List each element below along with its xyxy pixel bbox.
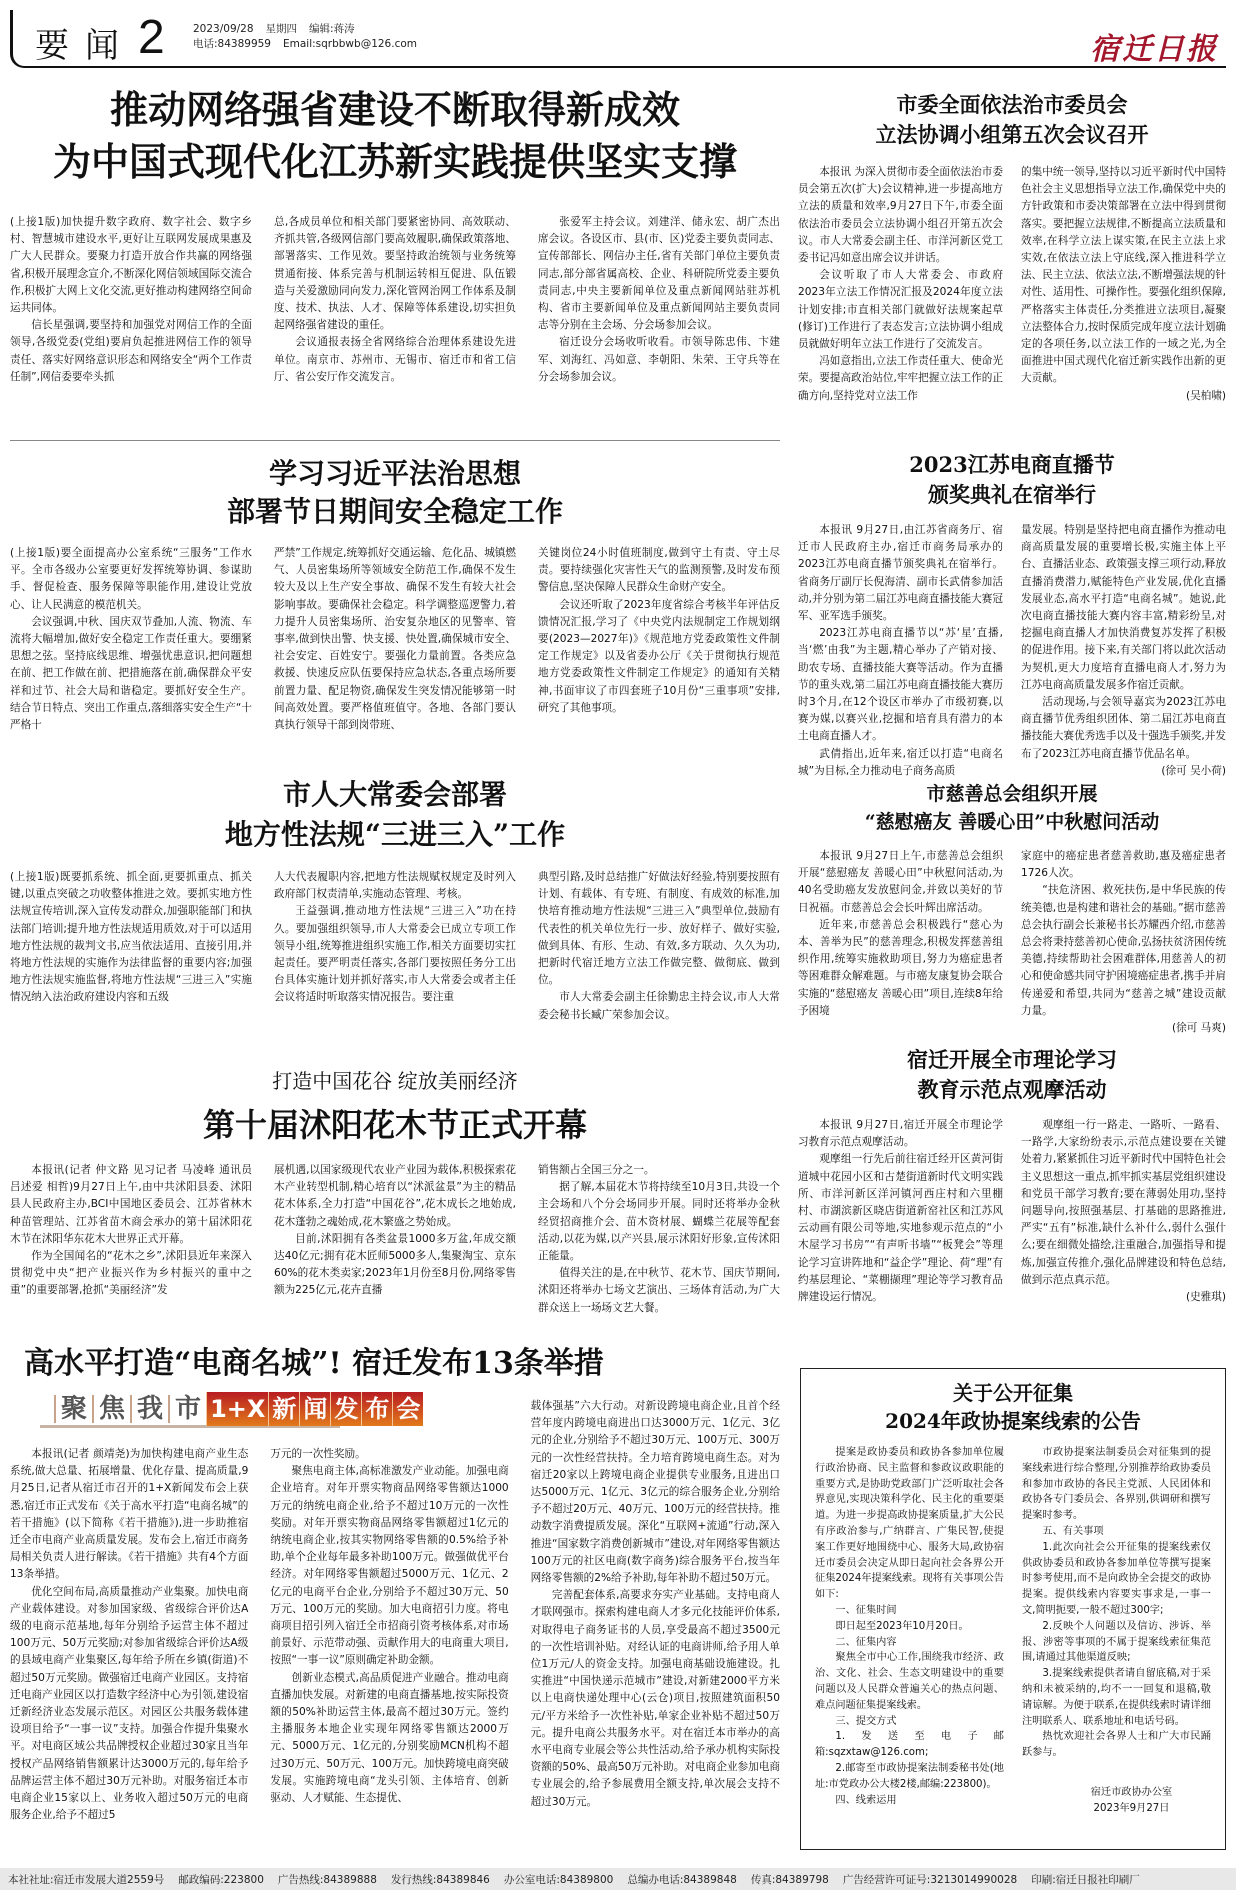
footer-ad-license: 广告经营许可证号:3213014990028: [842, 1873, 1018, 1886]
masthead: [10, 10, 1226, 68]
headline: 高水平打造“电商名城”! 宿迁发布13条举措: [24, 1346, 604, 1381]
column: 市政协提案法制委员会对征集到的提案线索进行综合整理,分别推荐给政协委员和参加市政协的各民主党派、人民团体和政协各专门委员会、各界别,供调研和撰写提案时参考。 五、有关事项 1.此次向社会公开征集的提案线索仅供政协委员和政协各参加单位等撰写提案时参考使用,而不是向政协全会提交的政协提案。提供线索内容要实事求是,一事一文,简明扼要,一般不超过300字; 2.反映个人问题以及信访、涉诉、举报、涉密等事项的不属于提案线索征集范围,请通过其他渠道反映; 3.提案线索提供者请自留底稿,对于采纳和未被采纳的,均不一一回复和退稿,敬请谅解。为便于联系,在提供线索时请详细注明联系人、联系地址和电话号码。 热忱欢迎社会各界人士和广大市民踊跃参与。 宿迁市政协办公室 2023年9月27日: [1022, 1445, 1211, 1817]
column: 观摩组一行一路走、一路听、一路看、一路学,大家纷纷表示,示范点建设要在关键处着力,紧紧抓住习近平新时代中国特色社会主义思想这一重点,抓牢抓实基层党组织建设和党员干部学习教育;要在薄弱处用功,坚持问题导向,按照强基层、打基础的思路推进,严实“五有”标准,缺什么补什么,弱什么强什么;要在细微处描绘,注重融合,加强指导和提炼,加强宣传推介,强化品牌建设和特色总结,做到示范点真示范。 (史雅琪): [1021, 1117, 1226, 1306]
newspaper-logo: 宿迁日报: [1090, 32, 1218, 67]
article-network: [10, 80, 780, 386]
notice-signer: 宿迁市政协办公室: [1090, 1786, 1173, 1798]
press-conference-banner: 聚 焦 我 市 1+X 新 闻 发 布 会: [40, 1392, 340, 1428]
column: (上接1版)既要抓系统、抓全面,更要抓重点、抓关键,以重点突破之功收整体推进之效。要抓实地方性法规宣传培训,深入宣传发动群众,加强职能部门和执法部门培训;提升地方性法规适用质效,对于可以适用地方性法规的裁判文书,应当依法适用、直接引用,并将地方性法规的实施作为法律监督的重要内容;加强地方性法规实施监督,将地方性法规“三进三入”实施情况纳入法治政府建设内容和五级: [10, 871, 252, 1004]
footer-office-phone: 办公室电话:84389800: [503, 1873, 614, 1886]
column: 本报讯 9月27日,由江苏省商务厅、宿迁市人民政府主办,宿迁市商务局承办的2023江苏电商直播节颁奖典礼在宿举行。省商务厅副厅长倪海清、副市长武倩参加活动,并分别为第二届江苏电商直播技能大赛冠军、亚军选手颁奖。 2023江苏电商直播节以“苏‘星’直播,当‘燃’由我”为主题,精心举办了产销对接、助农专场、直播技能大赛等活动。作为直播节的重头戏,第二届江苏电商直播技能大赛历时3个月,在12个设区市举办了市级初赛,以赛为媒,以赛兴业,挖掘和培育具有潜力的本土电商直播人才。 武倩指出,近年来,宿迁以打造“电商名城”为目标,全力推动电子商务高质: [798, 524, 1003, 777]
column: 本报讯(记者 颜靖尧)为加快构建电商产业生态系统,做大总量、拓展增量、优化存量、提高质量,9月25日,记者从宿迁市召开的1+X新闻发布会上获悉,宿迁市正式发布《关于高水平打造“电商名城”的若干措施》(以下简称《若干措施》),进一步助推宿迁全市电商产业高质量发展。发布会上,宿迁市商务局相关负责人进行解读。《若干措施》共有4个方面13条举措。 优化空间布局,高质量推动产业集聚。加快电商产业载体建设。对参加国家级、省级综合评价达A级的电商示范基地,每年分别给予运营主体不超过100万元、50万元奖励;对参加省级综合评价达A级的县域电商产业集聚区,每年给予所在乡镇(街道)不超过50万元奖励。做强宿迁电商产业园区。支持宿迁电商产业园区以打造数字经济中心为引领,建设宿迁新经济业态发展示范区。对园区公共服务载体建设项目给予“一事一议”支持。加强合作提升集聚水平。对电商区域公共品牌授权企业超过30家且当年授权产品网络销售额累计达3000万元的,每年给予品牌运营主体不超过30万元补助。对服务宿迁本市电商企业15家以上、业务收入超过50万元的电商服务企业,给予不超过5: [10, 1448, 249, 1822]
editor: 编辑:蒋涛: [309, 23, 355, 35]
byline: (史雅琪): [1185, 1291, 1226, 1304]
byline: (徐可 吴小荷): [1161, 764, 1226, 777]
headline: 市人大常委会部署 地方性法规“三进三入”工作: [224, 778, 566, 851]
column: 本报讯 9月27日,宿迁开展全市理论学习教育示范点观摩活动。 观摩组一行先后前往宿迁经开区黄河街道城中花园小区和古楚街道新时代文明实践所、市洋河新区洋河镇河西庄村和六里棚村、市湖滨新区晓店街道新窑社区和江苏风云动画有限公司等地,实地参观示范点的“小木屋学习书房”“有声听书墙”“板凳会”等理论学习宣讲阵地和“益企学”理论、荷“理”有约基层理论、“菜棚撷理”理论等学习教育品牌建设运行情况。: [798, 1119, 1003, 1304]
column: 量发展。特别是坚持把电商直播作为推动电商高质量发展的重要增长极,实施主体上平台、直播活业态、政策强支撑三项行动,释放直播消费潜力,赋能特色产业发展,优化直播发展业态,高水平打造“电商名城”。她说,此次电商直播技能大赛内容丰富,精彩纷呈,对挖掘电商直播人才加快消费复苏发挥了积极的促进作用。接下来,有关部门将以此次活动为契机,更大力度培育直播电商人才,努力为江苏电商高质量发展多作宿迁贡献。 活动现场,与会领导嘉宾为2023江苏电商直播节优秀组织团体、第二届江苏电商直播技能大赛优秀选手以及十强选手颁奖,并发布了2023江苏电商直播节优品名单。 (徐可 吴小荷): [1021, 522, 1226, 780]
issue-date: 2023/09/28: [193, 23, 254, 35]
column: 本报讯(记者 仲文路 见习记者 马凌峰 通讯员 吕述爱 相哲)9月27日上午,由中共沭阳县委、沭阳县人民政府主办,BCI中国地区委员会、江苏省林木种苗管理站、江苏省苗木商会承办的第十届沭阳花木节在沭阳华东花木大世界正式开幕。 作为全国闻名的“花木之乡”,沭阳县近年来深入贯彻党中央“把产业振兴作为乡村振兴的重中之重”的重要部署,抢抓“美丽经济”发: [10, 1164, 252, 1297]
article-safety: [10, 455, 780, 734]
column: 载体强基”六大行动。对新设跨境电商企业,且首个经营年度内跨境电商进出口达3000万元、1亿元、3亿元的企业,分别给予不超过30万元、100万元、300万元的一次性经营扶持。全力培育跨境电商生态。对为宿迁20家以上跨境电商企业提供专业服务,且进出口达5000万元、1亿元、3亿元的综合服务企业,分别给予不超过20万元、40万元、100万元的经营扶持。推动数字消费提质发展。深化“互联网+流通”行动,深入推进“国家数字消费创新城市”建设,对年网络零售额达100万元的社区电商(数字商务)综合服务平台,按当年网络零售额的2%给予补助,每年补助不超过50万元。 完善配套体系,高要求夯实产业基础。支持电商人才联网强市。探索构建电商人才多元化技能评价体系,对取得电子商务证书的人员,享受最高不超过3500元的一次性培训补贴。对经认证的电商讲师,给予用人单位1万元/人的资金支持。加强电商基础设施建设。扎实推进“中国快递示范城市”建设,对新建2000平方米以上电商快递处理中心(云仓)项目,按照建筑面积50元/平方米给予一次性补贴,单家企业补贴不超过50万元。提升电商公共服务水平。对在宿迁本市举办的高水平电商专业展会等公共性活动,给予承办机构实际投资额的50%、最高50万元补助。对电商企业参加电商专业展会的,给予参展费用全额支持,单次展会支持不超过30万元。: [530, 1400, 780, 1808]
headline: 第十届沭阳花木节正式开幕: [202, 1106, 587, 1144]
footer-printer: 印刷:宿迁日报社印刷厂: [1031, 1873, 1140, 1886]
column: (上接1版)加快提升数字政府、数字社会、数字乡村、智慧城市建设水平,更好让互联网发展成果惠及广大人民群众。要聚力打造开放合作共赢的网络强省,积极开展理念宣介,不断深化网信领域国际交流合作,积极扩大网上文化交流,更好推动构建网络空间命运共同体。 信长星强调,要坚持和加强党对网信工作的全面领导,各级党委(党组)要肩负起推进网信工作的领导责任、落实好网络意识形态和网络安全“两个工作责任制”,网信委要牵头抓: [10, 216, 252, 383]
headline: 市委全面依法治市委员会 立法协调小组第五次会议召开: [875, 92, 1149, 147]
headline: 2023江苏电商直播节 颁奖典礼在宿举行: [909, 452, 1115, 507]
column: 总,各成员单位和相关部门要紧密协同、高效联动、齐抓共管,各级网信部门要高效履职,确保政策落地、部署落实、工作见效。要坚持政治统领与业务统筹贯通衔接、体系完善与机制运转相互促进、队伍锻造与关爱激励同向发力,深化管网治网工作体系及制度、技术、执法、人才、保障等体系建设,切实担负起网络强省建设的重任。 会议通报表扬全省网络综合治理体系建设先进单位。南京市、苏州市、无锡市、宿迁市和省工信厅、省公安厅作交流发言。: [274, 216, 516, 383]
column: 本报讯 9月27日上午,市慈善总会组织开展“慈慰癌友 善暖心田”中秋慰问活动,为40名受助癌友发放慰问金,并致以美好的节日祝福。市慈善总会会长叶辉出席活动。 近年来,市慈善总会积极践行“慈心为本、善举为民”的慈善理念,积极发挥慈善组织作用,统筹实施救助项目,努力为癌症患者等困难群众解难题。与市癌友康复协会联合实施的“慈慰癌友 善暖心田”项目,连续8年给予困境: [798, 850, 1003, 1017]
section-name: 要闻: [35, 26, 135, 66]
article-theory: [798, 1045, 1226, 1306]
footer: [0, 1868, 1236, 1890]
column: 典型引路,及时总结推广好做法好经验,特别要按照有计划、有载体、有专班、有制度、有成效的标准,加快培育推动地方性法规“三进三入”典型单位,鼓励有代表性的机关单位先行一步、放好样子、做好实验,做到具体、有形、生动、有效,多方联动、久久为功,把新时代宿迁地方立法工作做完整、做彻底、做到位。 市人大常委会副主任徐勤忠主持会议,市人大常委会秘书长臧广荣参加会议。: [538, 871, 780, 1021]
byline: (吴柏啸): [1185, 389, 1226, 402]
issue-weekday: 星期四: [265, 23, 298, 35]
phone: 电话:84389959: [193, 38, 271, 50]
page-number: 2: [138, 11, 165, 64]
column: 提案是政协委员和政协各参加单位履行政治协商、民主监督和参政议政职能的重要方式,是协助党政部门广泛听取社会各界意见,实现决策科学化、民主化的重要渠道。为进一步提高政协提案质量,扩大公民有序政治参与,广纳群言、广集民智,使提案工作更好地围绕中心、服务大局,政协宿迁市委员会决定从即日起向社会各界公开征集2024年提案线索。现将有关事项公告如下: 一、征集时间 即日起至2023年10月20日。 二、征集内容 聚焦全市中心工作,围绕我市经济、政治、文化、社会、生态文明建设中的重要问题以及人民群众普遍关心的热点问题、难点问题征集提案线索。 三、提交方式 1.发送至电子邮箱:sqzxtaw@126.com; 2.邮寄至市政协提案法制委秘书处(地址:市党政办公大楼2楼,邮编:223800)。 四、线索运用: [815, 1447, 1004, 1806]
headline: 推动网络强省建设不断取得新成效 为中国式现代化江苏新实践提供坚实支撑: [52, 87, 737, 184]
footer-fax: 传真:84389798: [750, 1873, 829, 1886]
column: 严禁”工作规定,统筹抓好交通运输、危化品、城镇燃气、人员密集场所等领域安全防范工作,确保不发生较大及以上生产安全事故、确保不发生有较大社会影响事故。要确保社会稳定。科学调整巡逻警力,着力提升人员密集场所、治安复杂地区的见警率、管事率,做到快出警、快支援、快处置,确保城市安全、社会安定、百姓安宁。要强化力量前置。各类应急救援、快速反应队伍要保持应急状态,各重点场所要前置力量、配足物资,确保发生突发情况能够第一时间高效处置。要严格值班值守。各地、各部门要认真执行领导干部到岗带班、: [274, 547, 516, 732]
article-npc: [10, 775, 780, 1024]
headline: 学习习近平法治思想 部署节日期间安全稳定工作: [226, 457, 563, 528]
footer-postcode: 邮政编码:223800: [178, 1873, 264, 1886]
public-notice-box: [800, 1368, 1226, 1850]
column: 本报讯 为深入贯彻市委全面依法治市委员会第五次(扩大)会议精神,进一步提高地方立法的质量和效率,9月27日下午,市委全面依法治市委员会立法协调小组召开第五次会议。市人大常委会副主任、市洋河新区党工委书记冯如意出席会议并讲话。 会议听取了市人大常委会、市政府2023年立法工作情况汇报及2024年度立法计划安排;市直相关部门就做好法规案起草(修订)工作进行了表态发言;立法协调小组成员就做好明年立法工作进行了交流发言。 冯如意指出,立法工作责任重大、使命光荣。要提高政治站位,牢牢把握立法工作的正确方向,坚持党对立法工作: [798, 166, 1003, 402]
footer-address: 本社社址:宿迁市发展大道2559号: [8, 1873, 165, 1886]
article-charity: [798, 780, 1226, 1037]
footer-distribution-hotline: 发行热线:84389846: [390, 1873, 490, 1886]
column: 万元的一次性奖励。 聚焦电商主体,高标准激发产业动能。加强电商企业培育。对年开票实物商品网络零售额达1000万元的纳统电商企业,给予不超过10万元的一次性奖励。对年开票实物商品网络零售额超过1亿元的纳统电商企业,按其实物网络零售额的0.5%给予补助,单个企业每年最多补助100万元。做强做优平台经济。对年网络零售额超过5000万元、1亿元、2亿元的电商平台企业,分别给予不超过30万元、50万元、100万元的奖励。加大电商招引力度。将电商项目招引列入宿迁全市招商引资考核体系,对市场前景好、示范带动强、贡献作用大的电商重大项目,按照“一事一议”原则确定补助金额。 创新业态模式,高品质促进产业融合。推动电商直播加快发展。对新建的电商直播基地,按实际投资额的50%补助运营主体,最高不超过30万元。签约主播服务本地企业实现年网络零售额达2000万元、5000万元、1亿元的,分别奖励MCN机构不超过30万元、50万元、100万元。加快跨境电商突破发展。实施跨境电商“龙头引领、主体培育、创新驱动、人才赋能、生态提优、: [270, 1448, 509, 1805]
footer-ad-hotline: 广告热线:84389888: [277, 1873, 377, 1886]
email: Email:sqrbbwb@126.com: [282, 38, 417, 50]
column: 展机遇,以国家级现代农业产业园为载体,积极探索花木产业转型机制,精心培育以“沭派盆景”为主的精品花木体系,全力打造“中国花谷”,花木成长之地始成,花木蓬勃之魂始成,花木繁盛之势始成。 目前,沭阳拥有各类盆景1000多万盆,年成交额达40亿元;拥有花木匠师5000多人,集聚淘宝、京东60%的花木类卖家;2023年1月份至8月份,网络零售额为225亿元,花卉直播: [274, 1164, 516, 1297]
article-livestream: [798, 450, 1226, 780]
column: (上接1版)要全面提高办公室系统“三服务”工作水平。全市各级办公室要更好发挥统筹协调、参谋助手、督促检查、服务保障等职能作用,建设让党放心、让人民满意的模范机关。 会议强调,中秋、国庆双节叠加,人流、物流、车流将大幅增加,做好安全稳定工作责任重大。要绷紧思想之弦。坚持底线思维、增强忧患意识,把问题想在前、把工作做在前、把措施落在前,确保群众平安祥和过节、社会大局和谐稳定。要抓好安全生产。结合节日特点、突出工作重点,落细落实安全生产“十严格十: [10, 547, 252, 732]
article-legislation: [798, 90, 1226, 405]
column: 的集中统一领导,坚持以习近平新时代中国特色社会主义思想指导立法工作,确保党中央的方针政策和市委决策部署在立法中得到贯彻落实。要把握立法规律,不断提高立法质量和效率,在科学立法上谋实策,在民主立法上求实效,在依法立法上守底线,深入推进科学立法、民主立法、依法立法,不断增强法规的针对性、适用性、可操作性。要强化组织保障,严格落实主体责任,分类推进立法项目,凝聚立法整体合力,按时保质完成年度立法计划确定的各项任务,以立法工作的一域之光,为全面推进中国式现代化宿迁新实践作出新的更大贡献。 (吴柏啸): [1021, 164, 1226, 405]
divider: [10, 440, 780, 441]
column: 人大代表履职内容,把地方性法规赋权规定及时列入政府部门权责清单,实施动态管理、考核。 王益强调,推动地方性法规“三进三入”功在持久。要加强组织领导,市人大常委会已成立专项工作领导小组,统筹推进组织实施工作,相关方面要切实扛起责任。要严明责任落实,各部门要按照任务分工出台具体实施计划并抓好落实,市人大常委会或者主任会议将适时听取落实情况报告。要注重: [274, 871, 516, 1004]
column: 张爱军主持会议。刘建洋、储永宏、胡广杰出席会议。各设区市、县(市、区)党委主要负责同志、宣传部部长、网信办主任,省有关部门单位主要负责同志,部分部省属高校、企业、科研院所党委主要负责同志,中央主要新闻单位及重点新闻网站驻苏机构、省市主要新闻单位及重点新闻网站主要负责同志等分别在主会场、分会场参加会议。 宿迁设分会场收听收看。市领导陈忠伟、卞建军、刘海红、冯如意、李朝阳、朱荣、王守兵等在分会场参加会议。: [538, 216, 780, 383]
column: 关键岗位24小时值班制度,做到守土有责、守土尽责。要持续强化灾害性天气的监测预警,及时发布预警信息,坚决保障人民群众生命财产安全。 会议还听取了2023年度省综合考核半年评估反馈情况汇报,学习了《中央党内法规制定工作规划纲要(2023—2027年)》《规范地方党委政策性文件制定工作规定》以及省委办公厅《关于贯彻执行规范地方党委政策性文件制定工作规定》的通知有关精神,书面审议了市四套班子10月份“三重事项”安排,研究了其他事项。: [538, 547, 780, 714]
headline: 市慈善总会组织开展 “慈慰癌友 善暖心田”中秋慰问活动: [864, 783, 1160, 833]
byline: (徐可 马爽): [1171, 1022, 1226, 1035]
article-ecommerce: [10, 1342, 780, 1824]
article-flower: [10, 1065, 780, 1317]
column: 家庭中的癌症患者慈善救助,惠及癌症患者1726人次。 “扶危济困、救死扶伤,是中华民族的传统美德,也是构建和谐社会的基础。”据市慈善总会执行副会长兼秘书长苏耀西介绍,市慈善总会将秉持慈善初心使命,弘扬扶贫济困传统美德,持续帮助社会困难群体,用慈善人的初心和使命感共同守护困境癌症患者,携手并肩传递爱和希望,共同为“慈善之城”建设贡献力量。 (徐可 马爽): [1021, 848, 1226, 1037]
notice-date: 2023年9月27日: [1093, 1802, 1170, 1814]
issue-meta: [193, 22, 429, 52]
headline: 关于公开征集 2024年政协提案线索的公告: [885, 1381, 1141, 1433]
column: 销售额占全国三分之一。 据了解,本届花木节将持续至10月3日,共设一个主会场和八个分会场同步开展。同时还将举办金秋经贸招商推介会、苗木资材展、蝴蝶兰花展等配套活动,以花为媒,以产兴县,展示沭阳好形象,宣传沭阳正能量。 值得关注的是,在中秋节、花木节、国庆节期间,沭阳还将举办七场文艺演出、三场体育活动,为广大群众送上一场场文艺大餐。: [538, 1164, 780, 1314]
footer-editor-phone: 总编办电话:84389848: [627, 1873, 737, 1886]
headline: 宿迁开展全市理论学习 教育示范点观摩活动: [907, 1047, 1117, 1102]
kicker: 打造中国花谷 绽放美丽经济: [272, 1071, 518, 1093]
